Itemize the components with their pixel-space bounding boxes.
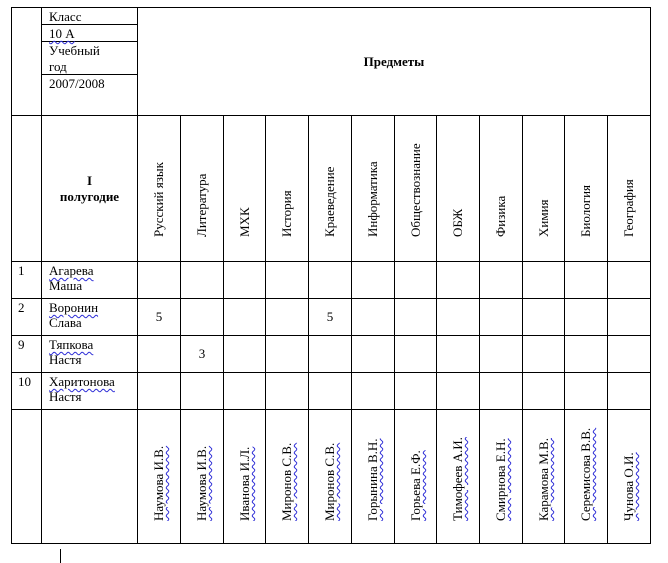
teacher-label-cell <box>42 410 138 544</box>
student-row <box>12 336 651 373</box>
grade-cell[interactable] <box>266 262 309 299</box>
teacher-cell: Горынина В.Н. <box>352 410 395 544</box>
subject-header: МХК <box>224 116 266 262</box>
subjects-row <box>12 116 651 262</box>
year-label-2: год <box>42 58 137 75</box>
teacher-cell: Смирнова Е.Н. <box>480 410 523 544</box>
grade-cell[interactable] <box>224 262 266 299</box>
student-name <box>42 373 138 410</box>
grade-cell[interactable] <box>224 299 266 336</box>
teacher-cell: Серемисова В.В. <box>565 410 608 544</box>
subject-header: Обществознание <box>395 116 437 262</box>
grade-cell[interactable] <box>266 299 309 336</box>
grade-cell[interactable] <box>565 299 608 336</box>
corner-cell-2 <box>12 116 42 262</box>
grade-cell[interactable] <box>395 373 437 410</box>
subject-header: Русский язык <box>138 116 181 262</box>
corner-cell <box>12 8 42 116</box>
grade-cell[interactable] <box>523 373 565 410</box>
student-row <box>12 262 651 299</box>
grade-cell[interactable] <box>480 373 523 410</box>
subject-header: Биология <box>565 116 608 262</box>
subject-header: Литература <box>181 116 224 262</box>
grade-cell[interactable] <box>352 373 395 410</box>
grade-cell[interactable] <box>266 336 309 373</box>
grade-cell[interactable] <box>480 299 523 336</box>
grade-cell[interactable] <box>352 299 395 336</box>
grade-cell[interactable] <box>138 336 181 373</box>
grade-cell[interactable] <box>266 373 309 410</box>
grade-cell[interactable] <box>309 373 352 410</box>
student-number: 10 <box>12 373 42 410</box>
grade-cell[interactable] <box>138 373 181 410</box>
grade-cell[interactable] <box>523 262 565 299</box>
student-number: 1 <box>12 262 42 299</box>
grade-cell[interactable] <box>437 299 480 336</box>
student-surname: Тяпкова <box>49 337 94 352</box>
grade-cell[interactable]: 5 <box>309 299 352 336</box>
grade-cell[interactable] <box>395 299 437 336</box>
subject-header: Информатика <box>352 116 395 262</box>
class-value: 10 А <box>42 25 137 42</box>
grade-cell[interactable]: 3 <box>181 336 224 373</box>
grade-cell[interactable] <box>138 262 181 299</box>
grade-cell[interactable] <box>352 262 395 299</box>
teacher-cell: Иванова И.Л. <box>224 410 266 544</box>
grade-cell[interactable] <box>437 336 480 373</box>
grade-cell[interactable] <box>437 262 480 299</box>
teacher-cell: Тимофеев А.И. <box>437 410 480 544</box>
teachers-row <box>12 410 651 544</box>
subject-header: ОБЖ <box>437 116 480 262</box>
text-cursor <box>60 549 61 563</box>
grade-cell[interactable] <box>523 336 565 373</box>
year-value: 2007/2008 <box>49 76 105 91</box>
grade-cell[interactable] <box>480 336 523 373</box>
grade-cell[interactable] <box>437 373 480 410</box>
subject-header: Химия <box>523 116 565 262</box>
grade-cell[interactable] <box>608 336 651 373</box>
student-name <box>42 336 138 373</box>
teacher-cell: Миронов С.В. <box>309 410 352 544</box>
grade-cell[interactable] <box>395 262 437 299</box>
student-number: 2 <box>12 299 42 336</box>
student-row <box>12 373 651 410</box>
teacher-cell: Чунова О.И. <box>608 410 651 544</box>
grade-cell[interactable] <box>224 336 266 373</box>
grade-cell[interactable] <box>608 373 651 410</box>
student-firstname: Маша <box>49 278 83 293</box>
student-firstname: Настя <box>49 389 82 404</box>
student-name <box>42 262 138 299</box>
subjects-title: Предметы <box>138 8 651 116</box>
header-row <box>12 8 651 116</box>
class-label: Класс <box>42 8 137 25</box>
year-label-1: Учебный <box>49 43 100 58</box>
grade-cell[interactable]: 5 <box>138 299 181 336</box>
grade-cell[interactable] <box>608 299 651 336</box>
grade-cell[interactable] <box>565 336 608 373</box>
grade-cell[interactable] <box>395 336 437 373</box>
grade-sheet-table <box>11 7 651 544</box>
subject-header: Физика <box>480 116 523 262</box>
subject-header: География <box>608 116 651 262</box>
subject-header: Краеведение <box>309 116 352 262</box>
student-number: 9 <box>12 336 42 373</box>
half-year-label: I полугодие <box>42 116 138 262</box>
grade-cell[interactable] <box>608 262 651 299</box>
grade-cell[interactable] <box>309 336 352 373</box>
teacher-cell: Наумова И.В. <box>181 410 224 544</box>
grade-cell[interactable] <box>352 336 395 373</box>
teacher-cell: Горьева Е.Ф. <box>395 410 437 544</box>
grade-cell[interactable] <box>224 373 266 410</box>
class-info-cell <box>42 8 138 116</box>
student-name <box>42 299 138 336</box>
grade-cell[interactable] <box>480 262 523 299</box>
teacher-cell: Карамова М.В. <box>523 410 565 544</box>
grade-cell[interactable] <box>181 299 224 336</box>
teacher-cell: Наумова И.В. <box>138 410 181 544</box>
grade-cell[interactable] <box>181 373 224 410</box>
grade-cell[interactable] <box>565 262 608 299</box>
student-firstname: Настя <box>49 352 82 367</box>
subject-header: История <box>266 116 309 262</box>
student-row <box>12 299 651 336</box>
grade-cell[interactable] <box>565 373 608 410</box>
grade-cell[interactable] <box>309 262 352 299</box>
teacher-cell: Миронов С.В. <box>266 410 309 544</box>
student-surname: Воронин <box>49 300 99 315</box>
grade-cell[interactable] <box>523 299 565 336</box>
student-firstname: Слава <box>49 315 82 330</box>
grade-cell[interactable] <box>181 262 224 299</box>
teacher-corner-cell <box>12 410 42 544</box>
student-surname: Агарева <box>49 263 94 278</box>
student-surname: Харитонова <box>49 374 115 389</box>
